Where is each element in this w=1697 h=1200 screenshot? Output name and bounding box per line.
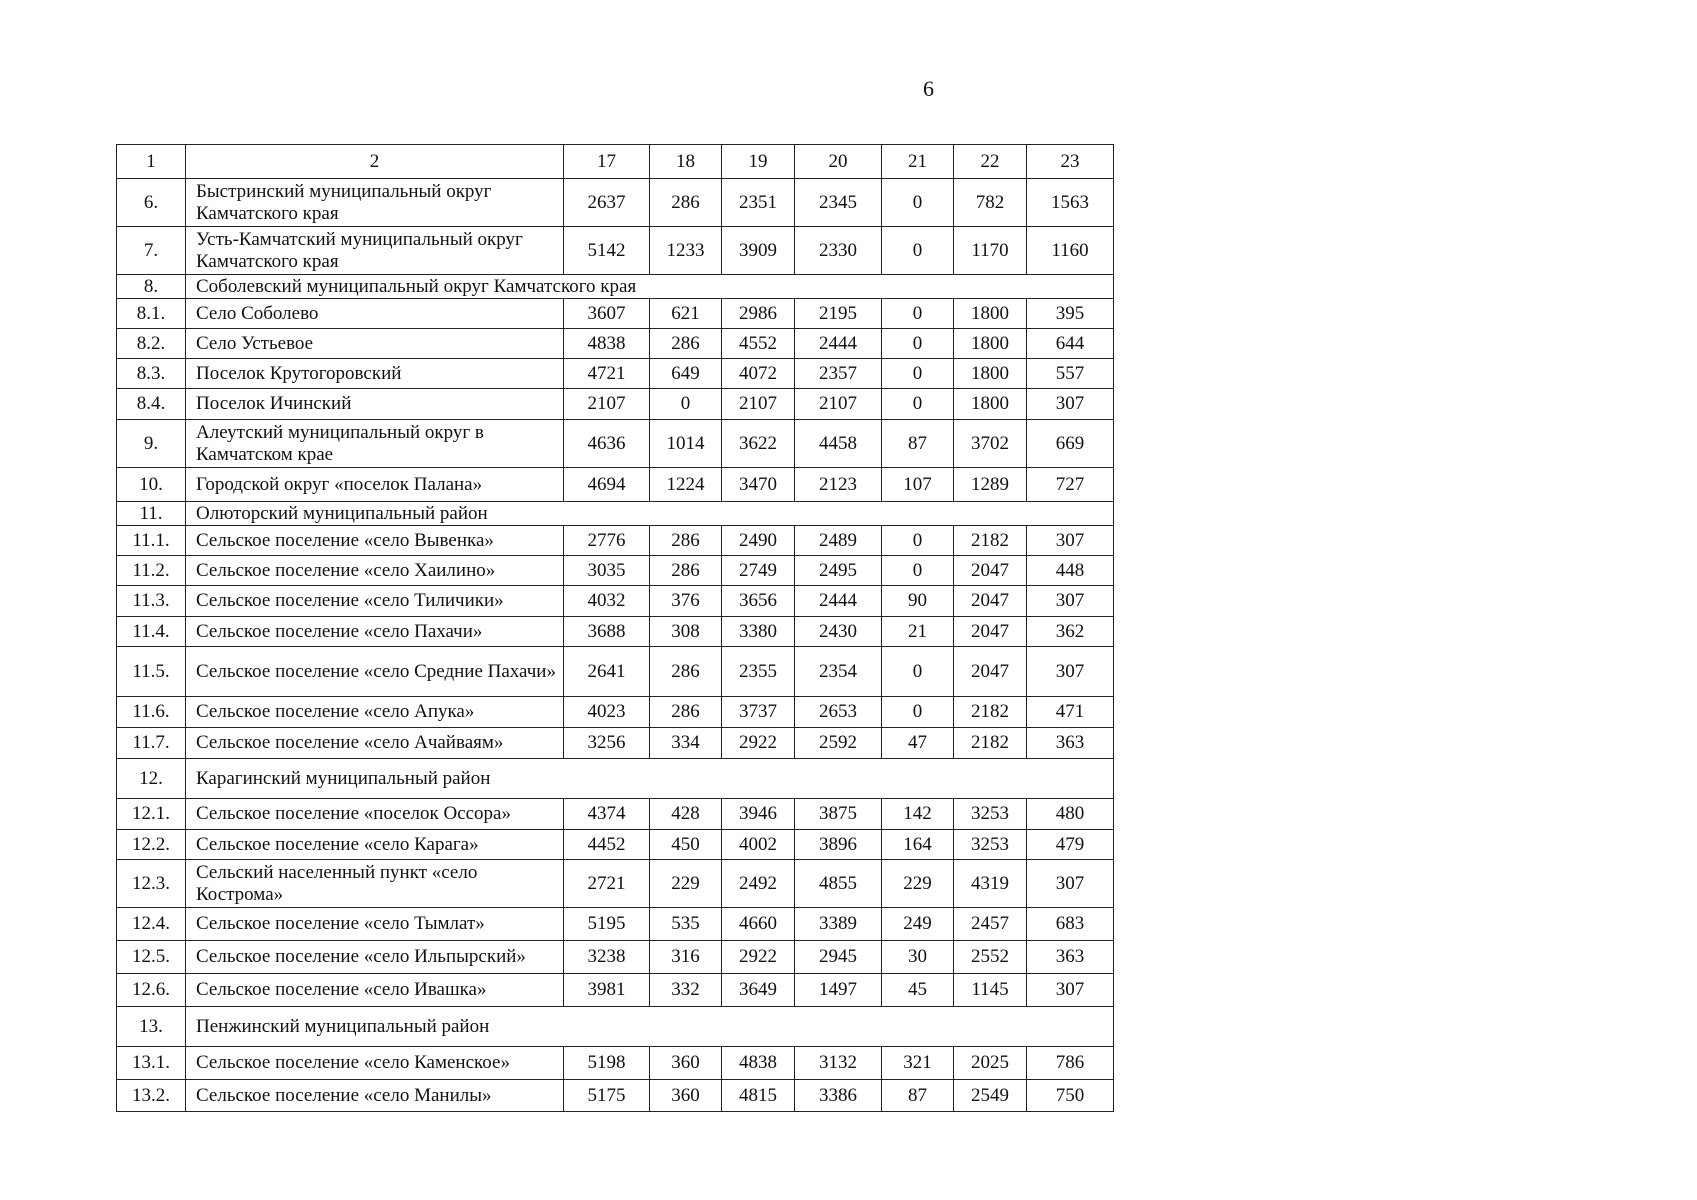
value-cell: 4694 xyxy=(564,468,650,502)
value-cell: 4838 xyxy=(722,1047,795,1080)
table-row xyxy=(117,389,1114,420)
value-cell: 471 xyxy=(1027,697,1114,728)
value-cell: 308 xyxy=(650,617,722,647)
value-cell: 4636 xyxy=(564,420,650,468)
value-cell: 1145 xyxy=(954,974,1027,1007)
row-number: 11.7. xyxy=(117,728,186,759)
value-cell: 4319 xyxy=(954,860,1027,908)
value-cell: 1800 xyxy=(954,359,1027,389)
table-row xyxy=(117,179,1114,227)
value-cell: 535 xyxy=(650,908,722,941)
municipality-name: Сельское поселение «село Манилы» xyxy=(186,1080,564,1112)
section-row xyxy=(117,1007,1114,1047)
section-row xyxy=(117,502,1114,526)
value-cell: 3386 xyxy=(795,1080,882,1112)
value-cell: 2492 xyxy=(722,860,795,908)
value-cell: 2986 xyxy=(722,299,795,329)
value-cell: 1014 xyxy=(650,420,722,468)
municipality-name: Сельское поселение «село Ачайваям» xyxy=(186,728,564,759)
municipality-name: Сельское поселение «село Апука» xyxy=(186,697,564,728)
row-number: 8.3. xyxy=(117,359,186,389)
value-cell: 45 xyxy=(882,974,954,1007)
value-cell: 2641 xyxy=(564,647,650,697)
value-cell: 480 xyxy=(1027,799,1114,830)
value-cell: 1800 xyxy=(954,299,1027,329)
value-cell: 3607 xyxy=(564,299,650,329)
value-cell: 21 xyxy=(882,617,954,647)
value-cell: 2107 xyxy=(722,389,795,420)
municipality-name: Алеутский муниципальный округ в Камчатском крае xyxy=(186,420,564,468)
value-cell: 142 xyxy=(882,799,954,830)
value-cell: 2330 xyxy=(795,227,882,275)
table-row xyxy=(117,1080,1114,1112)
value-cell: 1170 xyxy=(954,227,1027,275)
value-cell: 286 xyxy=(650,329,722,359)
page-number: 6 xyxy=(923,76,934,101)
value-cell: 3981 xyxy=(564,974,650,1007)
value-cell: 229 xyxy=(882,860,954,908)
value-cell: 3253 xyxy=(954,799,1027,830)
value-cell: 87 xyxy=(882,420,954,468)
table-row xyxy=(117,647,1114,697)
value-cell: 3389 xyxy=(795,908,882,941)
value-cell: 0 xyxy=(882,179,954,227)
value-cell: 360 xyxy=(650,1047,722,1080)
municipality-name: Сельский населенный пункт «село Кострома» xyxy=(186,860,564,908)
row-number: 8. xyxy=(117,275,186,299)
value-cell: 2107 xyxy=(795,389,882,420)
value-cell: 4452 xyxy=(564,830,650,860)
value-cell: 3946 xyxy=(722,799,795,830)
value-cell: 3737 xyxy=(722,697,795,728)
value-cell: 286 xyxy=(650,697,722,728)
value-cell: 782 xyxy=(954,179,1027,227)
value-cell: 30 xyxy=(882,941,954,974)
value-cell: 0 xyxy=(882,389,954,420)
value-cell: 307 xyxy=(1027,526,1114,556)
value-cell: 2922 xyxy=(722,728,795,759)
municipality-name: Сельское поселение «село Вывенка» xyxy=(186,526,564,556)
value-cell: 307 xyxy=(1027,389,1114,420)
value-cell: 644 xyxy=(1027,329,1114,359)
data-table xyxy=(116,144,1114,1112)
municipality-name: Сельское поселение «село Ильпырский» xyxy=(186,941,564,974)
value-cell: 3238 xyxy=(564,941,650,974)
value-cell: 2357 xyxy=(795,359,882,389)
row-number: 12.6. xyxy=(117,974,186,1007)
municipality-name: Сельское поселение «село Хаилино» xyxy=(186,556,564,586)
value-cell: 164 xyxy=(882,830,954,860)
value-cell: 750 xyxy=(1027,1080,1114,1112)
row-number: 11. xyxy=(117,502,186,526)
value-cell: 307 xyxy=(1027,860,1114,908)
column-header: 1 xyxy=(117,145,186,179)
column-header: 2 xyxy=(186,145,564,179)
value-cell: 90 xyxy=(882,586,954,617)
value-cell: 3380 xyxy=(722,617,795,647)
table-row xyxy=(117,617,1114,647)
municipality-name: Городской округ «поселок Палана» xyxy=(186,468,564,502)
column-header: 20 xyxy=(795,145,882,179)
value-cell: 450 xyxy=(650,830,722,860)
value-cell: 2922 xyxy=(722,941,795,974)
value-cell: 334 xyxy=(650,728,722,759)
value-cell: 727 xyxy=(1027,468,1114,502)
row-number: 11.5. xyxy=(117,647,186,697)
value-cell: 286 xyxy=(650,179,722,227)
table-row xyxy=(117,860,1114,908)
section-row xyxy=(117,759,1114,799)
table-row xyxy=(117,556,1114,586)
row-number: 8.4. xyxy=(117,389,186,420)
table-row xyxy=(117,1047,1114,1080)
value-cell: 448 xyxy=(1027,556,1114,586)
value-cell: 316 xyxy=(650,941,722,974)
value-cell: 0 xyxy=(882,329,954,359)
value-cell: 3688 xyxy=(564,617,650,647)
table-row xyxy=(117,799,1114,830)
value-cell: 4838 xyxy=(564,329,650,359)
column-header: 23 xyxy=(1027,145,1114,179)
value-cell: 3875 xyxy=(795,799,882,830)
table-header-row xyxy=(117,145,1114,179)
table-row xyxy=(117,420,1114,468)
municipality-name: Олюторский муниципальный район xyxy=(186,502,1114,526)
table-row xyxy=(117,697,1114,728)
value-cell: 3253 xyxy=(954,830,1027,860)
value-cell: 669 xyxy=(1027,420,1114,468)
value-cell: 2430 xyxy=(795,617,882,647)
value-cell: 2047 xyxy=(954,617,1027,647)
value-cell: 2047 xyxy=(954,586,1027,617)
row-number: 13.1. xyxy=(117,1047,186,1080)
value-cell: 2182 xyxy=(954,728,1027,759)
row-number: 12. xyxy=(117,759,186,799)
value-cell: 4815 xyxy=(722,1080,795,1112)
value-cell: 5142 xyxy=(564,227,650,275)
value-cell: 4660 xyxy=(722,908,795,941)
column-header: 21 xyxy=(882,145,954,179)
value-cell: 229 xyxy=(650,860,722,908)
row-number: 11.1. xyxy=(117,526,186,556)
column-header: 22 xyxy=(954,145,1027,179)
municipality-name: Быстринский муниципальный округ Камчатского края xyxy=(186,179,564,227)
value-cell: 0 xyxy=(882,556,954,586)
value-cell: 286 xyxy=(650,556,722,586)
value-cell: 2776 xyxy=(564,526,650,556)
value-cell: 621 xyxy=(650,299,722,329)
row-number: 11.4. xyxy=(117,617,186,647)
row-number: 8.2. xyxy=(117,329,186,359)
value-cell: 286 xyxy=(650,526,722,556)
value-cell: 649 xyxy=(650,359,722,389)
value-cell: 1289 xyxy=(954,468,1027,502)
value-cell: 2345 xyxy=(795,179,882,227)
row-number: 12.4. xyxy=(117,908,186,941)
value-cell: 3035 xyxy=(564,556,650,586)
value-cell: 3132 xyxy=(795,1047,882,1080)
value-cell: 307 xyxy=(1027,586,1114,617)
municipality-name: Сельское поселение «поселок Оссора» xyxy=(186,799,564,830)
municipality-name: Сельское поселение «село Пахачи» xyxy=(186,617,564,647)
value-cell: 1160 xyxy=(1027,227,1114,275)
municipality-name: Карагинский муниципальный район xyxy=(186,759,1114,799)
value-cell: 362 xyxy=(1027,617,1114,647)
table-row xyxy=(117,227,1114,275)
value-cell: 2490 xyxy=(722,526,795,556)
value-cell: 2354 xyxy=(795,647,882,697)
value-cell: 2025 xyxy=(954,1047,1027,1080)
value-cell: 2495 xyxy=(795,556,882,586)
value-cell: 4023 xyxy=(564,697,650,728)
value-cell: 5195 xyxy=(564,908,650,941)
municipality-name: Сельское поселение «село Каменское» xyxy=(186,1047,564,1080)
municipality-name: Поселок Крутогоровский xyxy=(186,359,564,389)
value-cell: 1800 xyxy=(954,329,1027,359)
value-cell: 2549 xyxy=(954,1080,1027,1112)
value-cell: 5198 xyxy=(564,1047,650,1080)
value-cell: 428 xyxy=(650,799,722,830)
value-cell: 2444 xyxy=(795,329,882,359)
table-row xyxy=(117,299,1114,329)
column-header: 19 xyxy=(722,145,795,179)
value-cell: 1563 xyxy=(1027,179,1114,227)
row-number: 12.1. xyxy=(117,799,186,830)
value-cell: 0 xyxy=(882,526,954,556)
table-row xyxy=(117,468,1114,502)
column-header: 18 xyxy=(650,145,722,179)
value-cell: 683 xyxy=(1027,908,1114,941)
value-cell: 0 xyxy=(882,697,954,728)
value-cell: 4374 xyxy=(564,799,650,830)
table-row xyxy=(117,830,1114,860)
value-cell: 2182 xyxy=(954,697,1027,728)
value-cell: 479 xyxy=(1027,830,1114,860)
municipality-name: Сельское поселение «село Средние Пахачи» xyxy=(186,647,564,697)
section-row xyxy=(117,275,1114,299)
value-cell: 2047 xyxy=(954,647,1027,697)
value-cell: 2592 xyxy=(795,728,882,759)
municipality-name: Соболевский муниципальный округ Камчатского края xyxy=(186,275,1114,299)
value-cell: 2945 xyxy=(795,941,882,974)
municipality-name: Село Соболево xyxy=(186,299,564,329)
value-cell: 2457 xyxy=(954,908,1027,941)
value-cell: 4458 xyxy=(795,420,882,468)
row-number: 12.3. xyxy=(117,860,186,908)
row-number: 13.2. xyxy=(117,1080,186,1112)
value-cell: 4855 xyxy=(795,860,882,908)
table-row xyxy=(117,586,1114,617)
value-cell: 2182 xyxy=(954,526,1027,556)
row-number: 7. xyxy=(117,227,186,275)
table-row xyxy=(117,526,1114,556)
municipality-name: Сельское поселение «село Тымлат» xyxy=(186,908,564,941)
value-cell: 363 xyxy=(1027,941,1114,974)
municipality-name: Усть-Камчатский муниципальный округ Камчатского края xyxy=(186,227,564,275)
value-cell: 395 xyxy=(1027,299,1114,329)
municipality-name: Поселок Ичинский xyxy=(186,389,564,420)
value-cell: 2637 xyxy=(564,179,650,227)
value-cell: 3702 xyxy=(954,420,1027,468)
table-row xyxy=(117,974,1114,1007)
value-cell: 4072 xyxy=(722,359,795,389)
value-cell: 249 xyxy=(882,908,954,941)
value-cell: 0 xyxy=(882,299,954,329)
row-number: 13. xyxy=(117,1007,186,1047)
value-cell: 3649 xyxy=(722,974,795,1007)
value-cell: 557 xyxy=(1027,359,1114,389)
value-cell: 1224 xyxy=(650,468,722,502)
value-cell: 0 xyxy=(650,389,722,420)
value-cell: 3909 xyxy=(722,227,795,275)
value-cell: 3896 xyxy=(795,830,882,860)
row-number: 10. xyxy=(117,468,186,502)
value-cell: 2123 xyxy=(795,468,882,502)
municipality-name: Сельское поселение «село Тиличики» xyxy=(186,586,564,617)
value-cell: 2355 xyxy=(722,647,795,697)
value-cell: 87 xyxy=(882,1080,954,1112)
value-cell: 332 xyxy=(650,974,722,1007)
value-cell: 2653 xyxy=(795,697,882,728)
row-number: 11.2. xyxy=(117,556,186,586)
row-number: 11.3. xyxy=(117,586,186,617)
value-cell: 0 xyxy=(882,647,954,697)
value-cell: 2721 xyxy=(564,860,650,908)
row-number: 8.1. xyxy=(117,299,186,329)
municipality-name: Село Устьевое xyxy=(186,329,564,359)
value-cell: 3656 xyxy=(722,586,795,617)
column-header: 17 xyxy=(564,145,650,179)
table-row xyxy=(117,359,1114,389)
value-cell: 1497 xyxy=(795,974,882,1007)
municipality-name: Сельское поселение «село Карага» xyxy=(186,830,564,860)
municipality-name: Пенжинский муниципальный район xyxy=(186,1007,1114,1047)
value-cell: 376 xyxy=(650,586,722,617)
value-cell: 321 xyxy=(882,1047,954,1080)
value-cell: 2552 xyxy=(954,941,1027,974)
value-cell: 363 xyxy=(1027,728,1114,759)
value-cell: 2444 xyxy=(795,586,882,617)
value-cell: 307 xyxy=(1027,974,1114,1007)
value-cell: 5175 xyxy=(564,1080,650,1112)
value-cell: 0 xyxy=(882,227,954,275)
municipality-name: Сельское поселение «село Ивашка» xyxy=(186,974,564,1007)
row-number: 6. xyxy=(117,179,186,227)
value-cell: 2195 xyxy=(795,299,882,329)
row-number: 12.5. xyxy=(117,941,186,974)
table-row xyxy=(117,908,1114,941)
value-cell: 2107 xyxy=(564,389,650,420)
value-cell: 360 xyxy=(650,1080,722,1112)
value-cell: 2047 xyxy=(954,556,1027,586)
row-number: 12.2. xyxy=(117,830,186,860)
value-cell: 2749 xyxy=(722,556,795,586)
value-cell: 307 xyxy=(1027,647,1114,697)
value-cell: 0 xyxy=(882,359,954,389)
value-cell: 2489 xyxy=(795,526,882,556)
row-number: 9. xyxy=(117,420,186,468)
value-cell: 4721 xyxy=(564,359,650,389)
table-row xyxy=(117,941,1114,974)
value-cell: 4032 xyxy=(564,586,650,617)
value-cell: 47 xyxy=(882,728,954,759)
value-cell: 3470 xyxy=(722,468,795,502)
table-row xyxy=(117,329,1114,359)
value-cell: 107 xyxy=(882,468,954,502)
table-row xyxy=(117,728,1114,759)
value-cell: 286 xyxy=(650,647,722,697)
value-cell: 3622 xyxy=(722,420,795,468)
value-cell: 4552 xyxy=(722,329,795,359)
value-cell: 1800 xyxy=(954,389,1027,420)
value-cell: 1233 xyxy=(650,227,722,275)
value-cell: 2351 xyxy=(722,179,795,227)
value-cell: 3256 xyxy=(564,728,650,759)
value-cell: 4002 xyxy=(722,830,795,860)
value-cell: 786 xyxy=(1027,1047,1114,1080)
row-number: 11.6. xyxy=(117,697,186,728)
